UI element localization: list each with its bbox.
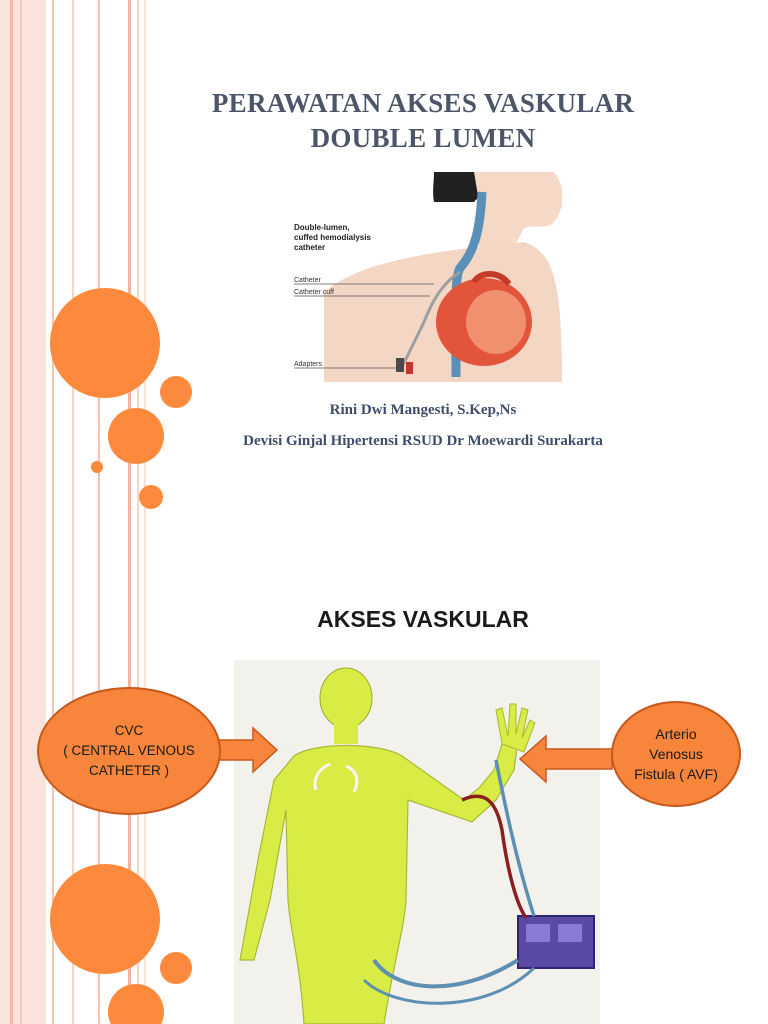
- decor-stripe: [52, 0, 54, 512]
- decor-circle: [139, 485, 163, 509]
- title-line-2: DOUBLE LUMEN: [310, 123, 536, 153]
- label-adapters: Adapters: [294, 361, 323, 368]
- avf-callout: [611, 701, 741, 807]
- label-catheter-cuff: Catheter cuff: [294, 289, 334, 296]
- avf-callout-line2: Venosus: [649, 746, 703, 762]
- avf-callout-line1: Arterio: [655, 726, 697, 742]
- author-name: Rini Dwi Mangesti, S.Kep,Ns: [329, 402, 517, 418]
- cvc-callout: [37, 687, 221, 815]
- section-title: AKSES VASKULAR: [317, 606, 529, 632]
- slide-title-heading: [150, 86, 696, 156]
- decor-stripe: [20, 512, 22, 1024]
- cvc-callout-line1: CVC: [114, 723, 144, 738]
- arrow-right-icon: [215, 726, 279, 774]
- decor-stripe: [10, 512, 13, 1024]
- decor-stripe: [20, 0, 22, 512]
- decor-stripe: [98, 0, 100, 512]
- avf-callout-line3: Fistula ( AVF): [634, 766, 718, 782]
- decor-stripe: [0, 512, 46, 1024]
- slide-vascular-access: [0, 512, 768, 1024]
- decor-circle: [108, 984, 164, 1024]
- decor-circle-large: [50, 288, 160, 398]
- decor-circle-large: [50, 864, 160, 974]
- decor-stripe: [10, 0, 13, 512]
- cvc-callout-line2: ( CENTRAL VENOUS: [63, 743, 195, 758]
- decor-stripe: [72, 0, 74, 512]
- arrow-left-icon: [518, 734, 614, 784]
- author-affiliation: Devisi Ginjal Hipertensi RSUD Dr Moewardi Surakarta: [243, 433, 603, 449]
- decor-circle: [160, 952, 192, 984]
- label-catheter-type-3: catheter: [294, 243, 326, 252]
- vascular-access-illustration: [234, 660, 600, 1024]
- label-catheter-type-1: Double-lumen,: [294, 223, 350, 232]
- cvc-callout-line3: CATHETER ): [89, 763, 169, 778]
- catheter-anatomy-illustration: [284, 172, 562, 382]
- label-catheter-type-2: cuffed hemodialysis: [294, 233, 371, 242]
- decor-stripe: [0, 0, 46, 512]
- label-catheter: Catheter: [294, 277, 321, 284]
- title-line-1: PERAWATAN AKSES VASKULAR: [211, 88, 635, 118]
- decor-circle-small: [91, 461, 103, 473]
